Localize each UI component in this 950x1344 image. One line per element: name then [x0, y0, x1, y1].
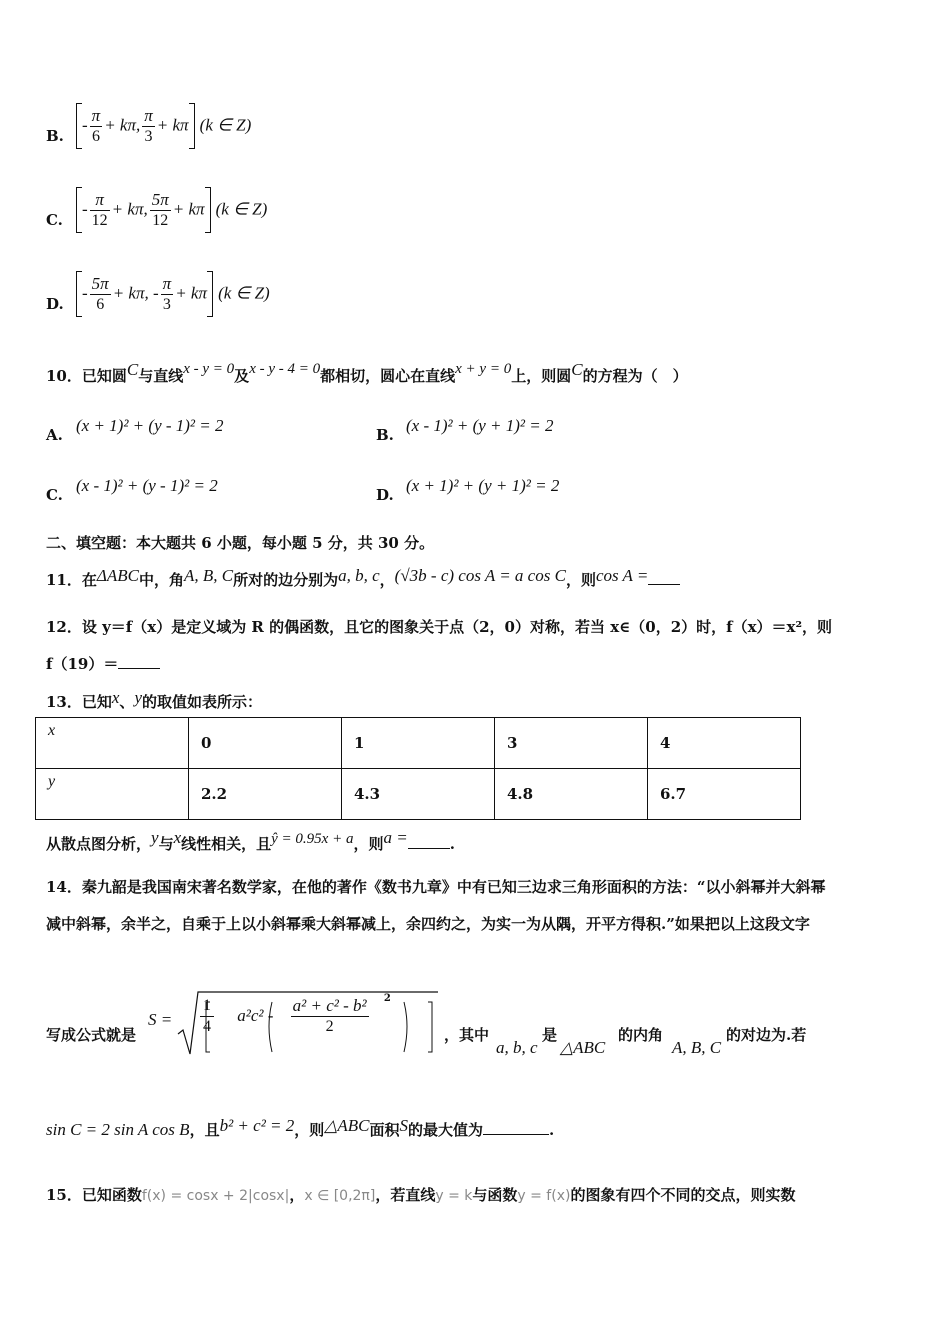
q14-line2: 减中斜幂，余半之，自乘于上以小斜幂乘大斜幂减上，余四约之，为实一为从隅，开平方得积.”如果把以上这段文字 — [46, 915, 810, 933]
q10-option-a: A. (x + 1)² + (y - 1)² = 2 — [46, 416, 224, 444]
option-letter: D. — [46, 295, 64, 313]
q12-line2: f（19）＝ — [46, 653, 160, 674]
table-row — [36, 769, 801, 820]
answer-blank — [118, 668, 160, 669]
table-cell: 6.7 — [648, 769, 801, 820]
table-cell: 2.2 — [189, 769, 342, 820]
table-header-y: y — [36, 769, 189, 820]
option-letter: C. — [46, 211, 63, 229]
table-header-x: x — [36, 718, 189, 769]
q14-condition-line: sin C = 2 sin A cos B，且b² + c² = 2，则△ABC面积S的最大值为 . — [46, 1116, 555, 1139]
q14-line1: 14．秦九韶是我国南宋著名数学家，在他的著作《数书九章》中有已知三边求三角形面积的方法：“以小斜幂并大斜幂 — [46, 878, 826, 896]
option-expression: - $\frac{\pi}{12}$ + kπ, $\frac{5\pi}{12}$ + kπ (k ∈ Z) — [76, 187, 267, 233]
table-cell: 1 — [342, 718, 495, 769]
option-expression: - $\frac{\pi}{6}$ + kπ, $\frac{\pi}{3}$ + kπ (k ∈ Z) — [76, 103, 251, 149]
answer-blank — [483, 1134, 549, 1135]
table-cell: 4.8 — [495, 769, 648, 820]
table-cell: 4 — [648, 718, 801, 769]
answer-blank — [408, 848, 450, 849]
q11: 11．在ΔABC中，角A, B, C所对的边分别为a, b, c，(√3b - c) cos A = a cos C，则cos A = — [46, 566, 680, 590]
table-row — [36, 718, 801, 769]
answer-blank — [648, 584, 680, 585]
q10-option-b: B. (x - 1)² + (y + 1)² = 2 — [376, 416, 554, 444]
option-expression: - $\frac{5\pi}{6}$ + kπ, - $\frac{\pi}{3}$ + kπ (k ∈ Z) — [76, 271, 270, 317]
table-cell: 4.3 — [342, 769, 495, 820]
table-cell: 0 — [189, 718, 342, 769]
q13-question: 从散点图分析，y与x线性相关，且ŷ = 0.95x + a，则a = . — [46, 828, 455, 853]
q13-intro: 13．已知x、y的取值如表所示： — [46, 688, 262, 711]
section-heading: 二、填空题：本大题共 6 小题，每小题 5 分，共 30 分。 — [46, 534, 435, 552]
q12-line1: 12．设 y＝f（x）是定义域为 R 的偶函数，且它的图象关于点（2，0）对称，若当 x∈（0，2）时，f（x）＝x²，则 — [46, 618, 833, 636]
q10-stem: 10．已知圆C与直线x - y = 0及x - y - 4 = 0都相切，圆心在直线x + y = 0上，则圆C的方程为（ ） — [46, 360, 688, 385]
q10-option-c: C. (x - 1)² + (y - 1)² = 2 — [46, 476, 218, 504]
formula-body: $\frac{1}{4}$ a²c² - $\frac{\text{a² + c² - b²}}{2}$ $^2$ — [198, 996, 383, 1037]
value-table — [35, 717, 801, 820]
q10-option-d: D. (x + 1)² + (y + 1)² = 2 — [376, 476, 560, 504]
table-cell: 3 — [495, 718, 648, 769]
q15-stem: 15．已知函数f(x) = cosx + 2|cosx|，x ∈ [0,2π]，若直线y = k与函数y = f(x)的图象有四个不同的交点，则实数 — [46, 1186, 796, 1204]
option-letter: B. — [46, 127, 64, 145]
